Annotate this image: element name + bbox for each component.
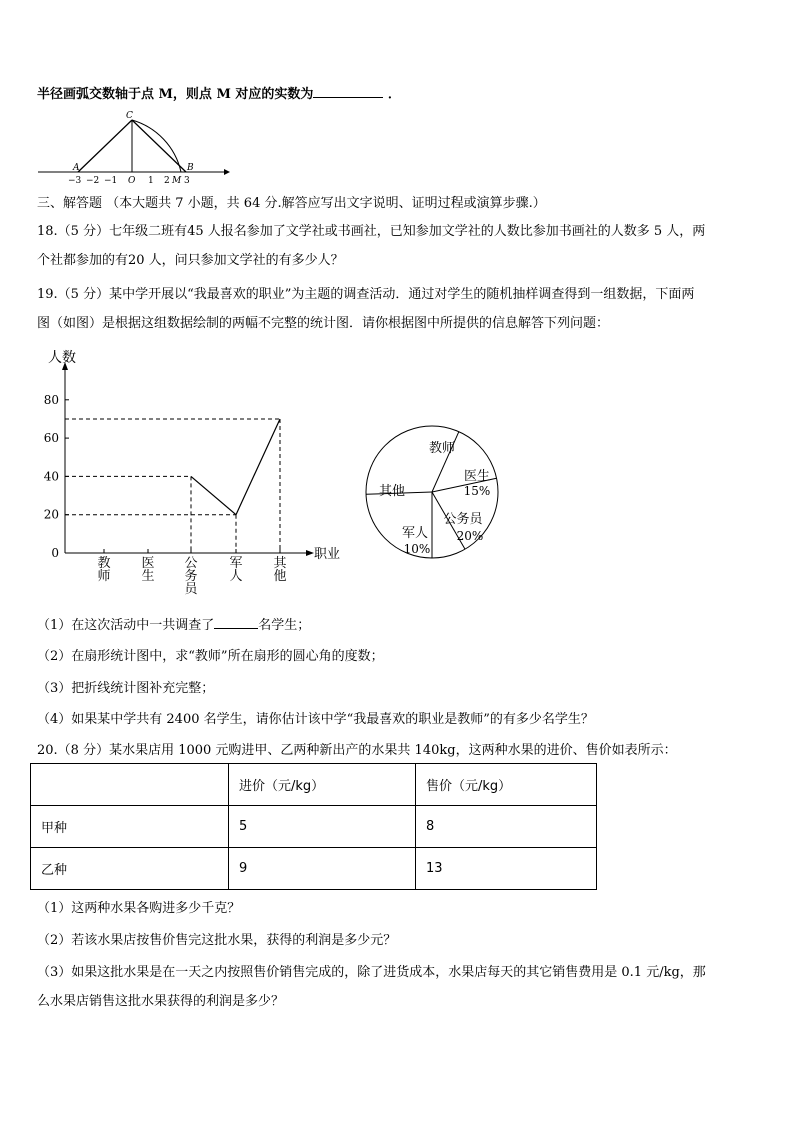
y-tick-label: 80 [43,392,59,407]
x-tick-label: 军 [229,556,243,571]
q18-line2: 个社都参加的有20 人，问只参加文学社的有多少人？ [37,253,344,268]
price-table [30,763,597,890]
tick-3: 3 [184,176,190,186]
table-row [31,806,597,848]
table-cell: 8 [416,806,597,848]
pie-chart [360,425,505,565]
x-axis-arrow [306,550,314,556]
x-tick-label: 医 [141,556,155,571]
table-cell: 9 [229,848,416,890]
pie-slice-label: 其他 [378,484,406,499]
axis-arrow [224,169,230,175]
q20-sub1: （1）这两种水果各购进多少千克？ [37,901,241,916]
table-row [31,848,597,890]
q17-text: 半径画弧交数轴于点 M，则点 M 对应的实数为 ． [37,87,401,102]
q20-intro: 20.（8 分）某水果店用 1000 元购进甲、乙两种新出产的水果共 140kg，这两种水果的进价、售价如表所示： [37,743,677,758]
segment-cb [132,120,186,172]
table-cell: 5 [229,806,416,848]
pie-slice-percent: 10% [403,542,431,556]
q19-line1: 19.（5 分）某中学开展以“我最喜欢的职业”为主题的调查活动．通过对学生的随机抽样调查得到一组数据，下面两 [37,287,695,302]
q19-line2: 图（如图）是根据这组数据绘制的两幅不完整的统计图．请你根据图中所提供的信息解答下列问题： [37,316,610,331]
x-tick-label: 师 [97,569,111,584]
section-3-heading: 三、解答题 （本大题共 7 小题，共 64 分.解答应写出文字说明、证明过程或演算步骤.） [37,196,546,211]
table-header-row [31,764,597,806]
q20-sub2: （2）若该水果店按售价售完这批水果，获得的利润是多少元？ [37,933,397,948]
label-a: A [73,163,80,173]
pie-slice-label: 军人 [401,526,429,541]
x-tick-label: 教 [97,556,111,571]
y-tick-label: 40 [43,469,59,484]
y-tick-label: 20 [43,507,59,522]
answer-blank[interactable] [313,97,383,98]
table-header-cell [31,764,229,806]
number-line-figure [34,108,234,188]
table-cell: 乙种 [31,848,229,890]
table-header-cell: 售价（元/kg） [416,764,597,806]
tick-origin: O [128,176,136,186]
x-axis-label: 职业 [314,547,341,562]
series-line-segment [191,476,236,514]
q18-line1: 18.（5 分）七年级二班有45 人报名参加了文学社或书画社，已知参加文学社的人数比参加书画社的人数多 5 人，两 [37,224,706,239]
q19-sub1: （1）在这次活动中一共调查了 名学生； [37,618,311,633]
x-tick-label: 务 [184,569,198,584]
series-line-segment [236,419,280,515]
q19-sub4: （4）如果某中学共有 2400 名学生，请你估计该中学“我最喜欢的职业是教师”的有多少名学生？ [37,712,594,727]
tick-neg3: −3 [68,176,82,186]
q19-sub2: （2）在扇形统计图中，求“教师”所在扇形的圆心角的度数； [37,649,384,664]
tick-1: 1 [148,176,154,186]
answer-blank-total[interactable] [214,628,258,629]
table-cell: 13 [416,848,597,890]
x-tick-label: 生 [141,569,155,584]
y-axis-label: 人数 [48,350,76,366]
x-tick-label: 其 [273,556,287,571]
x-tick-label: 他 [273,569,287,584]
pie-slice-label: 教师 [428,441,456,456]
label-c: C [126,111,133,121]
q20-sub3-line2: 么水果店销售这批水果获得的利润是多少？ [37,994,285,1009]
x-tick-label: 公 [184,556,198,571]
pie-slice-label: 医生 [463,469,491,484]
label-b: B [187,163,194,173]
pie-slice-percent: 20% [456,529,484,543]
y-tick-label: 60 [43,431,59,446]
x-tick-label: 人 [229,569,243,584]
line-chart [34,340,364,600]
pie-slice-label: 公务员 [443,512,483,527]
q19-sub3: （3）把折线统计图补充完整； [37,681,215,696]
y-tick-label: 0 [51,546,59,560]
label-m: M [172,176,182,186]
tick-2: 2 [164,176,170,186]
table-header-cell: 进价（元/kg） [229,764,416,806]
x-tick-label: 员 [184,582,198,597]
tick-neg2: −2 [86,176,100,186]
tick-neg1: −1 [104,176,118,186]
pie-slice-percent: 15% [463,484,491,498]
segment-ac [78,120,132,172]
table-cell: 甲种 [31,806,229,848]
q20-sub3-line1: （3）如果这批水果是在一天之内按照售价销售完成的，除了进货成本，水果店每天的其它销售费用是 0.1 元/kg，那 [37,965,706,980]
